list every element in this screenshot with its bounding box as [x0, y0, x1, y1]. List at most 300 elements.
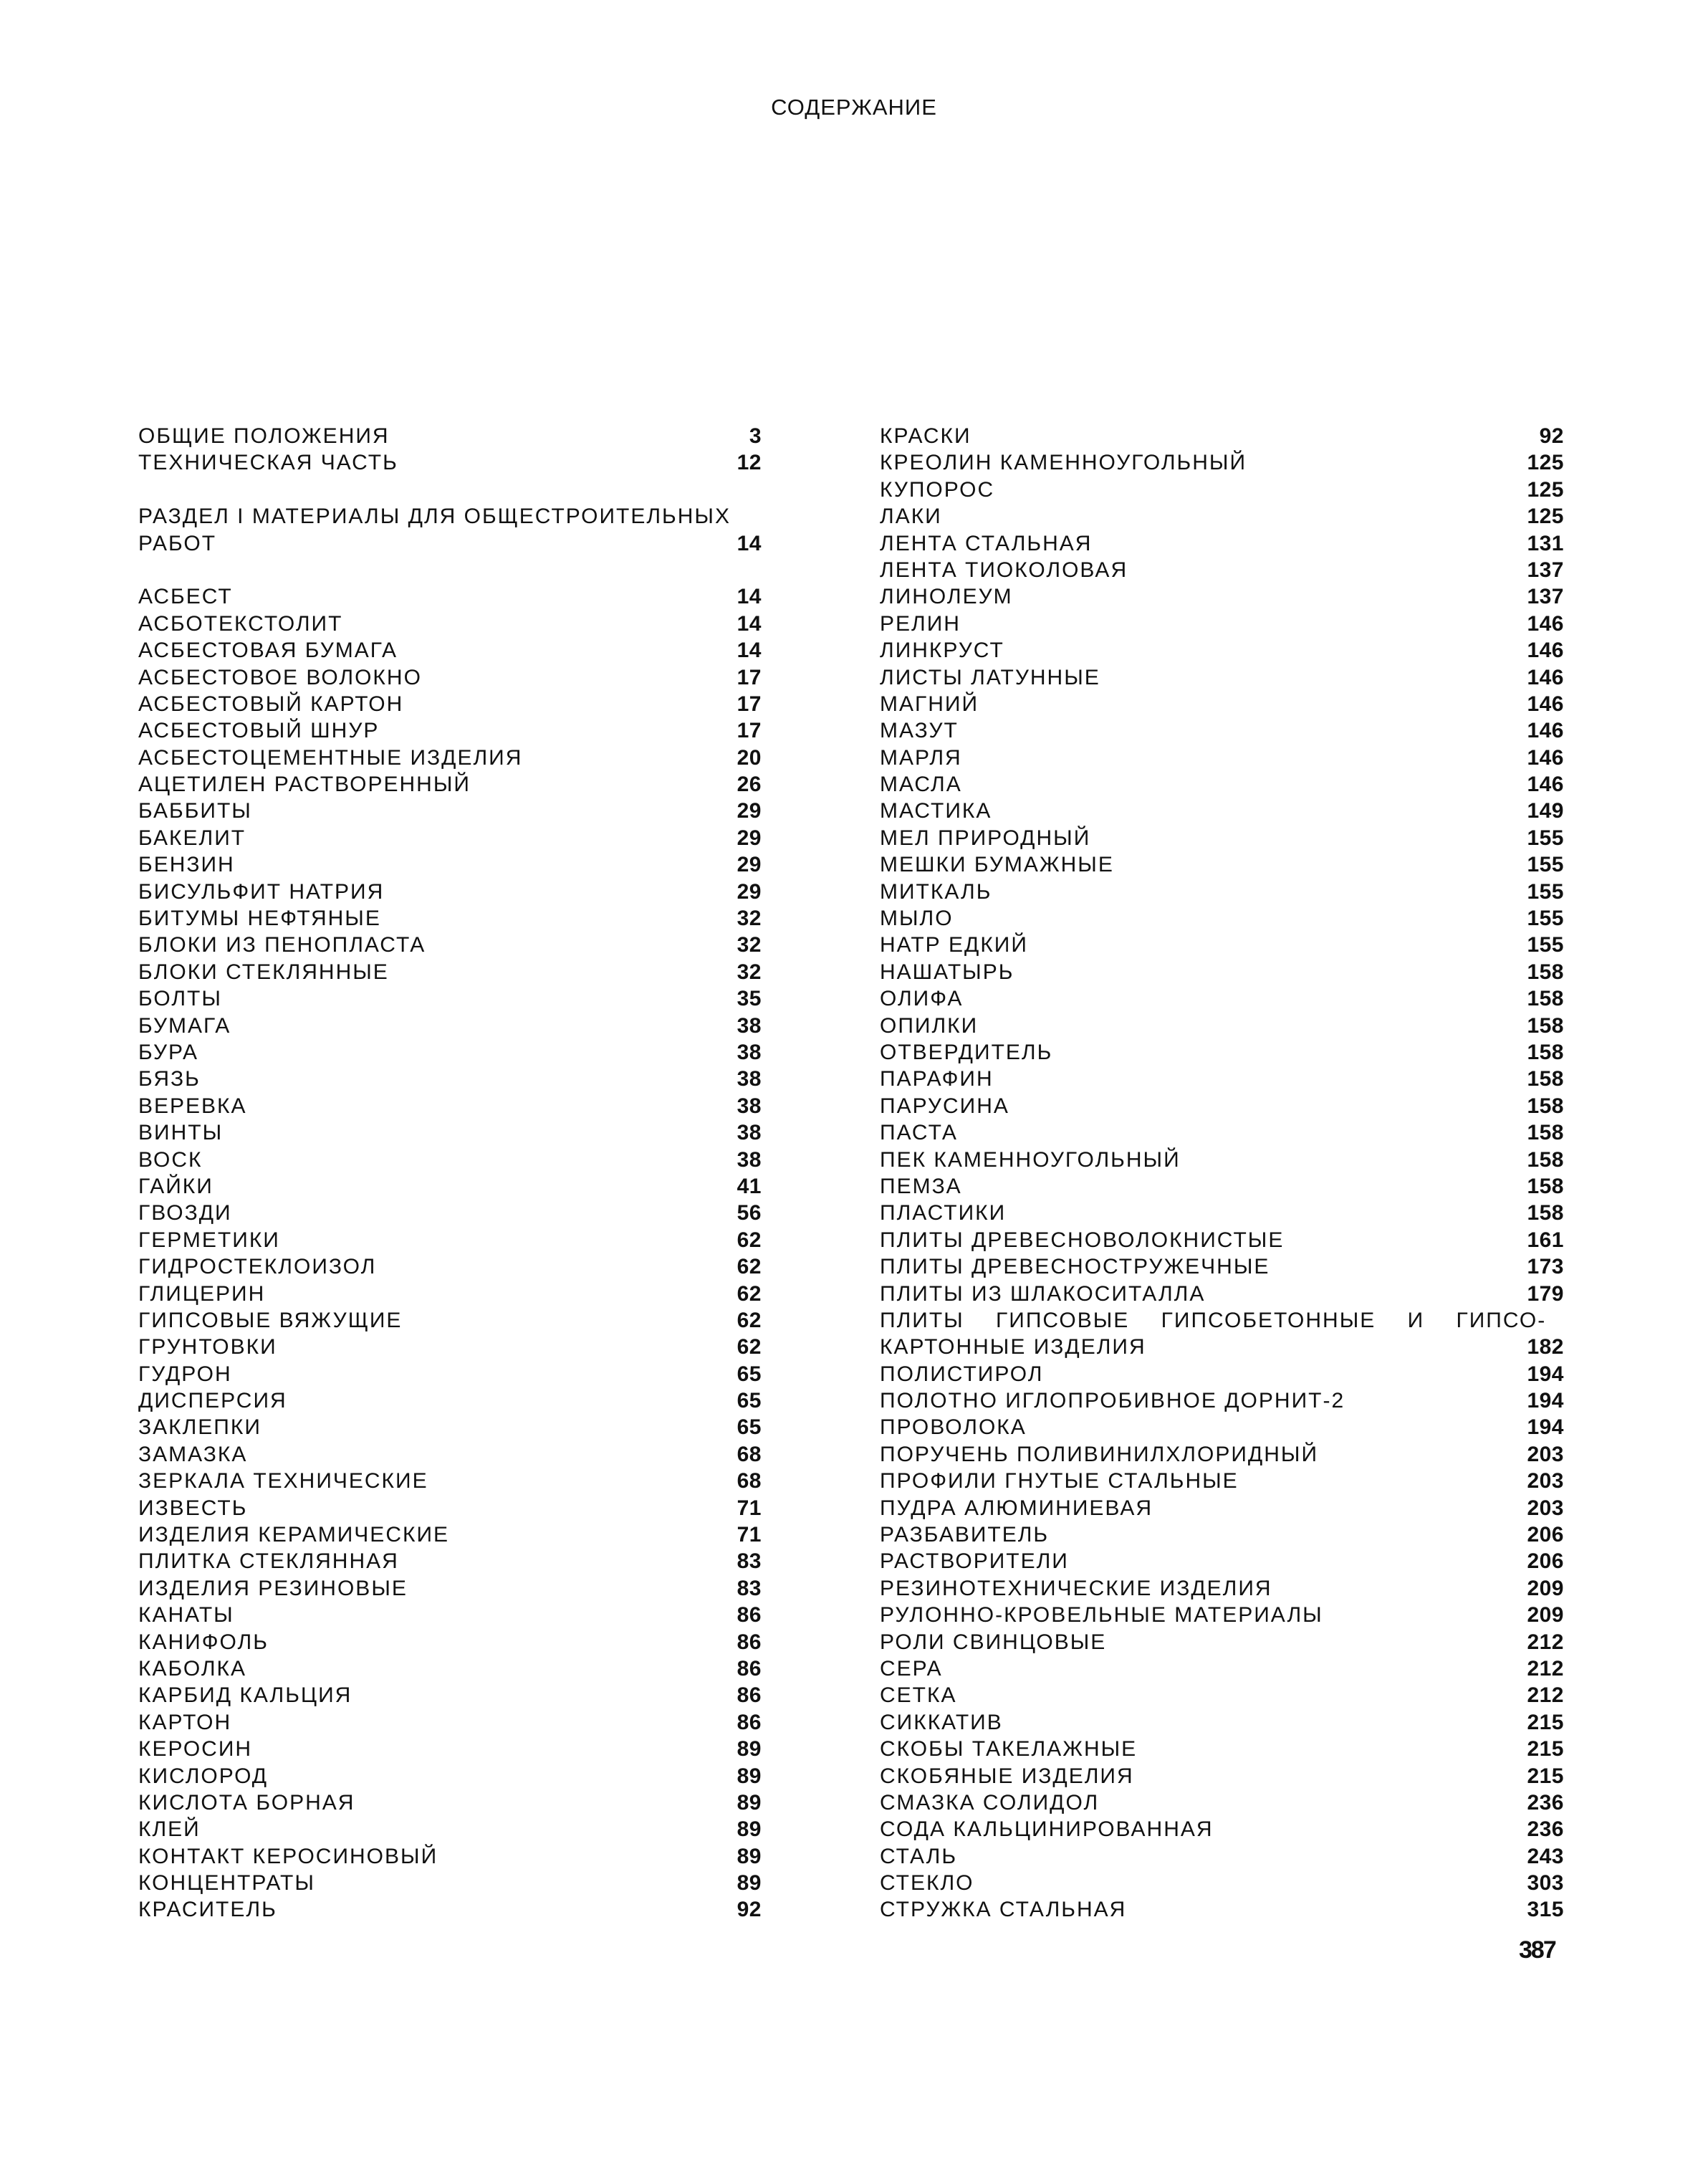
toc-entry [880, 1334, 1564, 1360]
toc-entry-title: ЗАМАЗКА [138, 1442, 248, 1466]
toc-entry-title: МАЗУТ [880, 719, 959, 743]
toc-entry [880, 851, 1564, 878]
toc-entry [880, 1789, 1564, 1816]
toc-entry-title: БАББИТЫ [138, 799, 252, 823]
toc-entry-page: 89 [737, 1790, 762, 1815]
toc-entry-page: 29 [737, 799, 762, 823]
toc-entry-title: ПЛИТЫ ДРЕВЕСНОВОЛОКНИСТЫЕ [880, 1228, 1285, 1252]
toc-entry [880, 1039, 1564, 1066]
toc-entry-title: СЕРА [880, 1656, 943, 1681]
toc-entry-title: КРЕОЛИН КАМЕННОУГОЛЬНЫЙ [880, 451, 1247, 475]
toc-entry [138, 1361, 762, 1387]
toc-entry-page: 146 [1527, 665, 1564, 689]
toc-entry-title: КИСЛОТА БОРНАЯ [138, 1790, 355, 1815]
toc-entry [880, 1655, 1564, 1682]
toc-entry-page: 158 [1527, 1013, 1564, 1038]
toc-entry [138, 932, 762, 958]
toc-entry-page: 86 [737, 1710, 762, 1734]
toc-entry [138, 503, 762, 530]
toc-entry [138, 1013, 762, 1039]
toc-entry [880, 1227, 1564, 1253]
toc-entry-page: 146 [1527, 639, 1564, 663]
toc-entry-title: КАРТОННЫЕ ИЗДЕЛИЯ [880, 1335, 1146, 1359]
page-number: 387 [1519, 1936, 1555, 1964]
toc-entry-page: 92 [1539, 424, 1564, 448]
toc-entry [138, 1816, 762, 1842]
toc-entry-title: БОЛТЫ [138, 987, 222, 1011]
toc-entry [138, 1548, 762, 1574]
toc-entry [880, 798, 1564, 824]
toc-entry [138, 717, 762, 744]
toc-entry-title: КАРТОН [138, 1710, 232, 1734]
toc-entry-title: ПАСТА [880, 1121, 958, 1145]
toc-entry-page: 3 [749, 424, 762, 448]
toc-entry-page: 38 [737, 1094, 762, 1118]
toc-entry-title: ГАЙКИ [138, 1174, 214, 1198]
toc-entry-title: ВИНТЫ [138, 1121, 224, 1145]
toc-entry [138, 664, 762, 691]
toc-entry-page: 146 [1527, 692, 1564, 716]
toc-entry [138, 905, 762, 932]
toc-entry-title: МАРЛЯ [880, 745, 962, 770]
toc-entry-title: КРАСКИ [880, 424, 971, 448]
toc-entry-page: 155 [1527, 933, 1564, 957]
toc-entry-title: КАРБИД КАЛЬЦИЯ [138, 1683, 352, 1708]
toc-entry-page: 83 [737, 1576, 762, 1600]
toc-entry [138, 959, 762, 985]
toc-entry-title: ПЛИТЫ ИЗ ШЛАКОСИТАЛЛА [880, 1281, 1206, 1306]
toc-entry-title: ПЛИТЫ ГИПСОВЫЕ ГИПСОБЕТОННЫЕ И ГИПСО- [880, 1308, 1547, 1332]
toc-entry-title: КРАСИТЕЛЬ [138, 1898, 277, 1922]
toc-entry-title: НАТР ЕДКИЙ [880, 933, 1028, 957]
toc-entry-title: БЯЗЬ [138, 1067, 201, 1091]
toc-entry-page: 209 [1527, 1576, 1564, 1600]
toc-entry-title: КОНТАКТ КЕРОСИНОВЫЙ [138, 1844, 438, 1868]
toc-entry [138, 1843, 762, 1870]
toc-entry [138, 825, 762, 851]
toc-entry-page: 194 [1527, 1389, 1564, 1413]
toc-entry-title: АСБЕСТОВЫЙ ШНУР [138, 719, 380, 743]
toc-entry [138, 1441, 762, 1468]
toc-entry-title: МАГНИЙ [880, 692, 979, 716]
toc-entry-page: 62 [737, 1281, 762, 1306]
toc-entry [138, 1468, 762, 1494]
toc-entry-title: КАБОЛКА [138, 1656, 247, 1681]
toc-entry-page: 158 [1527, 960, 1564, 984]
toc-entry [880, 449, 1564, 476]
toc-entry-title: ПОРУЧЕНЬ ПОЛИВИНИЛХЛОРИДНЫЙ [880, 1442, 1319, 1466]
toc-entry-title: НАШАТЫРЬ [880, 960, 1014, 984]
toc-entry-title: БЛОКИ ИЗ ПЕНОПЛАСТА [138, 933, 426, 957]
toc-entry-title: ЛИСТЫ ЛАТУННЫЕ [880, 665, 1100, 689]
toc-entry-title: МАСЛА [880, 773, 962, 797]
toc-entry [880, 932, 1564, 958]
toc-entry-page: 212 [1527, 1683, 1564, 1708]
toc-entry-title: РАСТВОРИТЕЛИ [880, 1549, 1069, 1574]
toc-entry-title: СЕТКА [880, 1683, 957, 1708]
toc-entry [880, 745, 1564, 771]
toc-entry-page: 131 [1527, 531, 1564, 555]
toc-entry-title: БЕНЗИН [138, 853, 235, 877]
toc-entry-page: 71 [737, 1496, 762, 1520]
toc-entry-title: АСБЕСТОВЫЙ КАРТОН [138, 692, 404, 716]
toc-entry [880, 717, 1564, 744]
toc-entry [138, 1173, 762, 1200]
toc-entry-page: 35 [737, 987, 762, 1011]
toc-entry-title: БИТУМЫ НЕФТЯНЫЕ [138, 907, 381, 931]
toc-entry-page: 173 [1527, 1255, 1564, 1279]
toc-entry-title: ПЕМЗА [880, 1174, 962, 1198]
toc-entry-page: 243 [1527, 1844, 1564, 1868]
toc-entry-page: 182 [1527, 1335, 1564, 1359]
toc-entry-page: 62 [737, 1308, 762, 1332]
toc-entry [138, 637, 762, 664]
toc-entry-page: 212 [1527, 1656, 1564, 1681]
toc-entry-page: 155 [1527, 826, 1564, 850]
toc-entry-title: СКОБЯНЫЕ ИЗДЕЛИЯ [880, 1764, 1134, 1788]
toc-entry-title: ПЛИТКА СТЕКЛЯННАЯ [138, 1549, 399, 1574]
toc-entry [880, 503, 1564, 530]
toc-entry-title: ОБЩИЕ ПОЛОЖЕНИЯ [138, 424, 390, 448]
toc-entry [138, 1629, 762, 1655]
toc-entry-title: СКОБЫ ТАКЕЛАЖНЫЕ [880, 1737, 1138, 1762]
toc-entry-title: ГВОЗДИ [138, 1201, 232, 1225]
toc-spacer [138, 477, 762, 503]
toc-entry-title: РОЛИ СВИНЦОВЫЕ [880, 1630, 1107, 1654]
toc-entry-page: 209 [1527, 1603, 1564, 1628]
toc-entry-title: КЛЕЙ [138, 1817, 201, 1842]
toc-entry-page: 125 [1527, 505, 1564, 529]
toc-entry-title: БЛОКИ СТЕКЛЯННЫЕ [138, 960, 389, 984]
toc-entry-page: 14 [737, 611, 762, 636]
toc-entry-title: ПОЛОТНО ИГЛОПРОБИВНОЕ ДОРНИТ-2 [880, 1389, 1345, 1413]
toc-entry [880, 1709, 1564, 1736]
toc-entry [880, 1253, 1564, 1280]
toc-entry-page: 17 [737, 692, 762, 716]
toc-entry [138, 1575, 762, 1602]
toc-entry-page: 89 [737, 1844, 762, 1868]
toc-entry [880, 959, 1564, 985]
toc-entry [138, 1253, 762, 1280]
toc-entry [880, 423, 1564, 449]
toc-entry-title: ПАРАФИН [880, 1067, 994, 1091]
toc-entry-page: 68 [737, 1469, 762, 1493]
toc-entry [880, 1173, 1564, 1200]
toc-entry [138, 1039, 762, 1066]
toc-entry-page: 65 [737, 1362, 762, 1386]
toc-entry [880, 1441, 1564, 1468]
toc-entry-page: 203 [1527, 1442, 1564, 1466]
toc-entry-page: 203 [1527, 1469, 1564, 1493]
toc-entry-page: 158 [1527, 1147, 1564, 1172]
toc-entry [880, 637, 1564, 664]
toc-entry-page: 137 [1527, 585, 1564, 609]
toc-entry-title: МЕЛ ПРИРОДНЫЙ [880, 826, 1091, 850]
toc-entry [880, 477, 1564, 503]
toc-entry-page: 89 [737, 1764, 762, 1788]
toc-entry-page: 215 [1527, 1710, 1564, 1734]
toc-entry-title: БАКЕЛИТ [138, 826, 246, 850]
toc-entry [138, 1763, 762, 1789]
toc-entry [138, 449, 762, 476]
toc-entry-page: 146 [1527, 745, 1564, 770]
toc-entry-title: ЗАКЛЕПКИ [138, 1415, 262, 1440]
toc-entry-title: КАНАТЫ [138, 1603, 234, 1628]
toc-entry-title: ОЛИФА [880, 987, 964, 1011]
toc-entry [880, 1575, 1564, 1602]
toc-entry-title: КОНЦЕНТРАТЫ [138, 1871, 315, 1896]
toc-entry-title: ГИПСОВЫЕ ВЯЖУЩИЕ [138, 1308, 403, 1332]
toc-entry [880, 1361, 1564, 1387]
toc-entry [880, 1736, 1564, 1762]
toc-entry [880, 1602, 1564, 1628]
toc-entry-title: СТАЛЬ [880, 1844, 958, 1868]
toc-entry-title: ЛЕНТА ТИОКОЛОВАЯ [880, 558, 1128, 582]
toc-entry-page: 38 [737, 1121, 762, 1145]
toc-entry [138, 1387, 762, 1414]
toc-entry-page: 212 [1527, 1630, 1564, 1654]
toc-entry [880, 1495, 1564, 1521]
toc-entry-page: 137 [1527, 558, 1564, 582]
toc-entry-title: РУЛОННО-КРОВЕЛЬНЫЕ МАТЕРИАЛЫ [880, 1603, 1323, 1628]
toc-entry-title: МЕШКИ БУМАЖНЫЕ [880, 853, 1114, 877]
toc-entry-page: 86 [737, 1603, 762, 1628]
toc-entry-title: ПРОФИЛИ ГНУТЫЕ СТАЛЬНЫЕ [880, 1469, 1239, 1493]
toc-entry-title: МЫЛО [880, 907, 954, 931]
toc-entry [138, 1789, 762, 1816]
toc-entry-title: СИККАТИВ [880, 1710, 1003, 1734]
toc-entry-page: 38 [737, 1013, 762, 1038]
toc-entry [138, 1066, 762, 1092]
toc-entry [138, 423, 762, 449]
toc-entry-title: ИЗДЕЛИЯ РЕЗИНОВЫЕ [138, 1576, 408, 1600]
toc-entry [138, 771, 762, 798]
toc-entry-page: 158 [1527, 1094, 1564, 1118]
toc-entry-page: 38 [737, 1067, 762, 1091]
toc-left-column [138, 423, 762, 1923]
toc-entry-title: КУПОРОС [880, 477, 995, 502]
toc-entry-title: БУРА [138, 1040, 199, 1064]
toc-entry [880, 530, 1564, 557]
toc-entry [138, 611, 762, 637]
toc-entry-page: 215 [1527, 1737, 1564, 1762]
toc-entry-page: 29 [737, 879, 762, 904]
toc-entry [880, 1548, 1564, 1574]
toc-entry [880, 1066, 1564, 1092]
toc-entry-title: РАЗБАВИТЕЛЬ [880, 1523, 1050, 1547]
toc-entry [138, 1227, 762, 1253]
toc-entry [138, 1521, 762, 1548]
toc-entry-page: 86 [737, 1683, 762, 1708]
toc-entry-page: 32 [737, 907, 762, 931]
toc-entry [138, 1495, 762, 1521]
toc-entry-page: 158 [1527, 1121, 1564, 1145]
toc-entry-title: АСБОТЕКСТОЛИТ [138, 611, 343, 636]
toc-entry-title: ПУДРА АЛЮМИНИЕВАЯ [880, 1496, 1153, 1520]
toc-entry-page: 179 [1527, 1281, 1564, 1306]
toc-entry-page: 29 [737, 853, 762, 877]
toc-entry [880, 1629, 1564, 1655]
toc-entry-title: РАЗДЕЛ I МАТЕРИАЛЫ ДЛЯ ОБЩЕСТРОИТЕЛЬНЫХ [138, 505, 731, 529]
toc-entry [880, 1307, 1564, 1334]
toc-entry-page: 14 [737, 639, 762, 663]
toc-entry-title: СМАЗКА СОЛИДОЛ [880, 1790, 1100, 1815]
toc-entry-page: 29 [737, 826, 762, 850]
toc-entry [138, 1682, 762, 1708]
toc-entry-page: 62 [737, 1255, 762, 1279]
toc-entry [880, 611, 1564, 637]
toc-entry [880, 557, 1564, 583]
toc-entry-page: 12 [737, 451, 762, 475]
toc-entry-page: 146 [1527, 611, 1564, 636]
toc-entry-title: АСБЕСТ [138, 585, 233, 609]
toc-entry-title: ГУДРОН [138, 1362, 232, 1386]
toc-entry-page: 89 [737, 1817, 762, 1842]
toc-entry [138, 1200, 762, 1226]
toc-entry-page: 125 [1527, 451, 1564, 475]
toc-entry [138, 1602, 762, 1628]
toc-entry-page: 32 [737, 960, 762, 984]
toc-entry-title: АСБЕСТОВАЯ БУМАГА [138, 639, 398, 663]
toc-entry-title: ЛИНКРУСТ [880, 639, 1004, 663]
toc-entry [880, 664, 1564, 691]
toc-entry [880, 1870, 1564, 1896]
toc-entry-title: АЦЕТИЛЕН РАСТВОРЕННЫЙ [138, 773, 471, 797]
toc-entry [880, 691, 1564, 717]
toc-spacer [138, 557, 762, 583]
toc-entry [138, 1655, 762, 1682]
toc-entry-title: РЕЗИНОТЕХНИЧЕСКИЕ ИЗДЕЛИЯ [880, 1576, 1272, 1600]
toc-entry-page: 155 [1527, 853, 1564, 877]
toc-entry-page: 236 [1527, 1790, 1564, 1815]
toc-entry [138, 798, 762, 824]
toc-entry [880, 1119, 1564, 1146]
toc-entry-page: 158 [1527, 987, 1564, 1011]
toc-entry-title: ПРОВОЛОКА [880, 1415, 1027, 1440]
toc-entry-title: СТЕКЛО [880, 1871, 974, 1896]
toc-entry-title: СТРУЖКА СТАЛЬНАЯ [880, 1898, 1127, 1922]
toc-entry [880, 879, 1564, 905]
toc-entry-page: 194 [1527, 1415, 1564, 1440]
toc-entry-title: ОПИЛКИ [880, 1013, 979, 1038]
toc-entry-page: 315 [1527, 1898, 1564, 1922]
toc-entry-title: ГИДРОСТЕКЛОИЗОЛ [138, 1255, 377, 1279]
toc-entry-title: БИСУЛЬФИТ НАТРИЯ [138, 879, 385, 904]
toc-entry-title: ПЕК КАМЕННОУГОЛЬНЫЙ [880, 1147, 1181, 1172]
page-title: СОДЕРЖАНИЕ [771, 95, 937, 120]
toc-entry-page: 89 [737, 1871, 762, 1896]
toc-entry-title: ТЕХНИЧЕСКАЯ ЧАСТЬ [138, 451, 398, 475]
toc-entry-page: 62 [737, 1335, 762, 1359]
toc-entry-title: ПОЛИСТИРОЛ [880, 1362, 1044, 1386]
toc-entry-title: СОДА КАЛЬЦИНИРОВАННАЯ [880, 1817, 1214, 1842]
toc-entry-title: ВЕРЕВКА [138, 1094, 247, 1118]
toc-entry-page: 41 [737, 1174, 762, 1198]
toc-entry-page: 56 [737, 1201, 762, 1225]
toc-entry-page: 155 [1527, 907, 1564, 931]
toc-entry-page: 125 [1527, 477, 1564, 502]
toc-entry [138, 1093, 762, 1119]
toc-entry [138, 583, 762, 610]
toc-entry-page: 71 [737, 1523, 762, 1547]
toc-entry-page: 83 [737, 1549, 762, 1574]
toc-entry-title: ЗЕРКАЛА ТЕХНИЧЕСКИЕ [138, 1469, 428, 1493]
toc-entry-page: 161 [1527, 1228, 1564, 1252]
toc-entry [880, 1414, 1564, 1440]
toc-entry [138, 1870, 762, 1896]
toc-entry-title: ЛЕНТА СТАЛЬНАЯ [880, 531, 1093, 555]
toc-entry [138, 1307, 762, 1334]
toc-entry-title: ПЛИТЫ ДРЕВЕСНОСТРУЖЕЧНЫЕ [880, 1255, 1270, 1279]
toc-entry [880, 1896, 1564, 1923]
toc-entry-page: 38 [737, 1147, 762, 1172]
toc-entry [880, 1521, 1564, 1548]
toc-entry [880, 583, 1564, 610]
toc-entry-page: 86 [737, 1630, 762, 1654]
toc-entry-page: 38 [737, 1040, 762, 1064]
toc-entry-page: 194 [1527, 1362, 1564, 1386]
toc-entry [880, 1816, 1564, 1842]
toc-entry-title: ЛАКИ [880, 505, 942, 529]
toc-entry-page: 149 [1527, 799, 1564, 823]
toc-entry [880, 825, 1564, 851]
toc-entry [138, 1896, 762, 1923]
toc-entry-page: 203 [1527, 1496, 1564, 1520]
toc-entry [138, 879, 762, 905]
toc-entry-title: ГЕРМЕТИКИ [138, 1228, 280, 1252]
toc-entry-page: 26 [737, 773, 762, 797]
toc-entry-page: 68 [737, 1442, 762, 1466]
toc-entry-page: 158 [1527, 1201, 1564, 1225]
toc-entry-page: 17 [737, 719, 762, 743]
toc-entry [880, 771, 1564, 798]
toc-entry-page: 20 [737, 745, 762, 770]
toc-entry-page: 89 [737, 1737, 762, 1762]
toc-entry [138, 1281, 762, 1307]
toc-entry-page: 158 [1527, 1067, 1564, 1091]
toc-entry [880, 1093, 1564, 1119]
toc-entry [138, 1119, 762, 1146]
toc-entry-title: ГЛИЦЕРИН [138, 1281, 266, 1306]
toc-entry [880, 1682, 1564, 1708]
toc-entry-page: 155 [1527, 879, 1564, 904]
toc-entry [880, 1281, 1564, 1307]
toc-entry-page: 206 [1527, 1523, 1564, 1547]
toc-entry [880, 1387, 1564, 1414]
toc-entry [880, 1468, 1564, 1494]
toc-entry-title: ГРУНТОВКИ [138, 1335, 277, 1359]
toc-entry [138, 1709, 762, 1736]
toc-entry-page: 303 [1527, 1871, 1564, 1896]
toc-right-column [880, 423, 1564, 1923]
toc-entry-title: ОТВЕРДИТЕЛЬ [880, 1040, 1053, 1064]
toc-entry-title: ВОСК [138, 1147, 203, 1172]
toc-entry [138, 1414, 762, 1440]
toc-entry-page: 206 [1527, 1549, 1564, 1574]
toc-entry-page: 86 [737, 1656, 762, 1681]
toc-entry-page: 236 [1527, 1817, 1564, 1842]
toc-entry-title: АСБЕСТОВОЕ ВОЛОКНО [138, 665, 422, 689]
toc-entry-title: ЛИНОЛЕУМ [880, 585, 1013, 609]
toc-entry-page: 92 [737, 1898, 762, 1922]
toc-entry [880, 905, 1564, 932]
toc-entry [880, 985, 1564, 1012]
toc-entry [880, 1013, 1564, 1039]
toc-entry-title: ПАРУСИНА [880, 1094, 1009, 1118]
toc-entry-page: 146 [1527, 773, 1564, 797]
toc-entry [138, 1334, 762, 1360]
toc-entry-page: 14 [737, 585, 762, 609]
